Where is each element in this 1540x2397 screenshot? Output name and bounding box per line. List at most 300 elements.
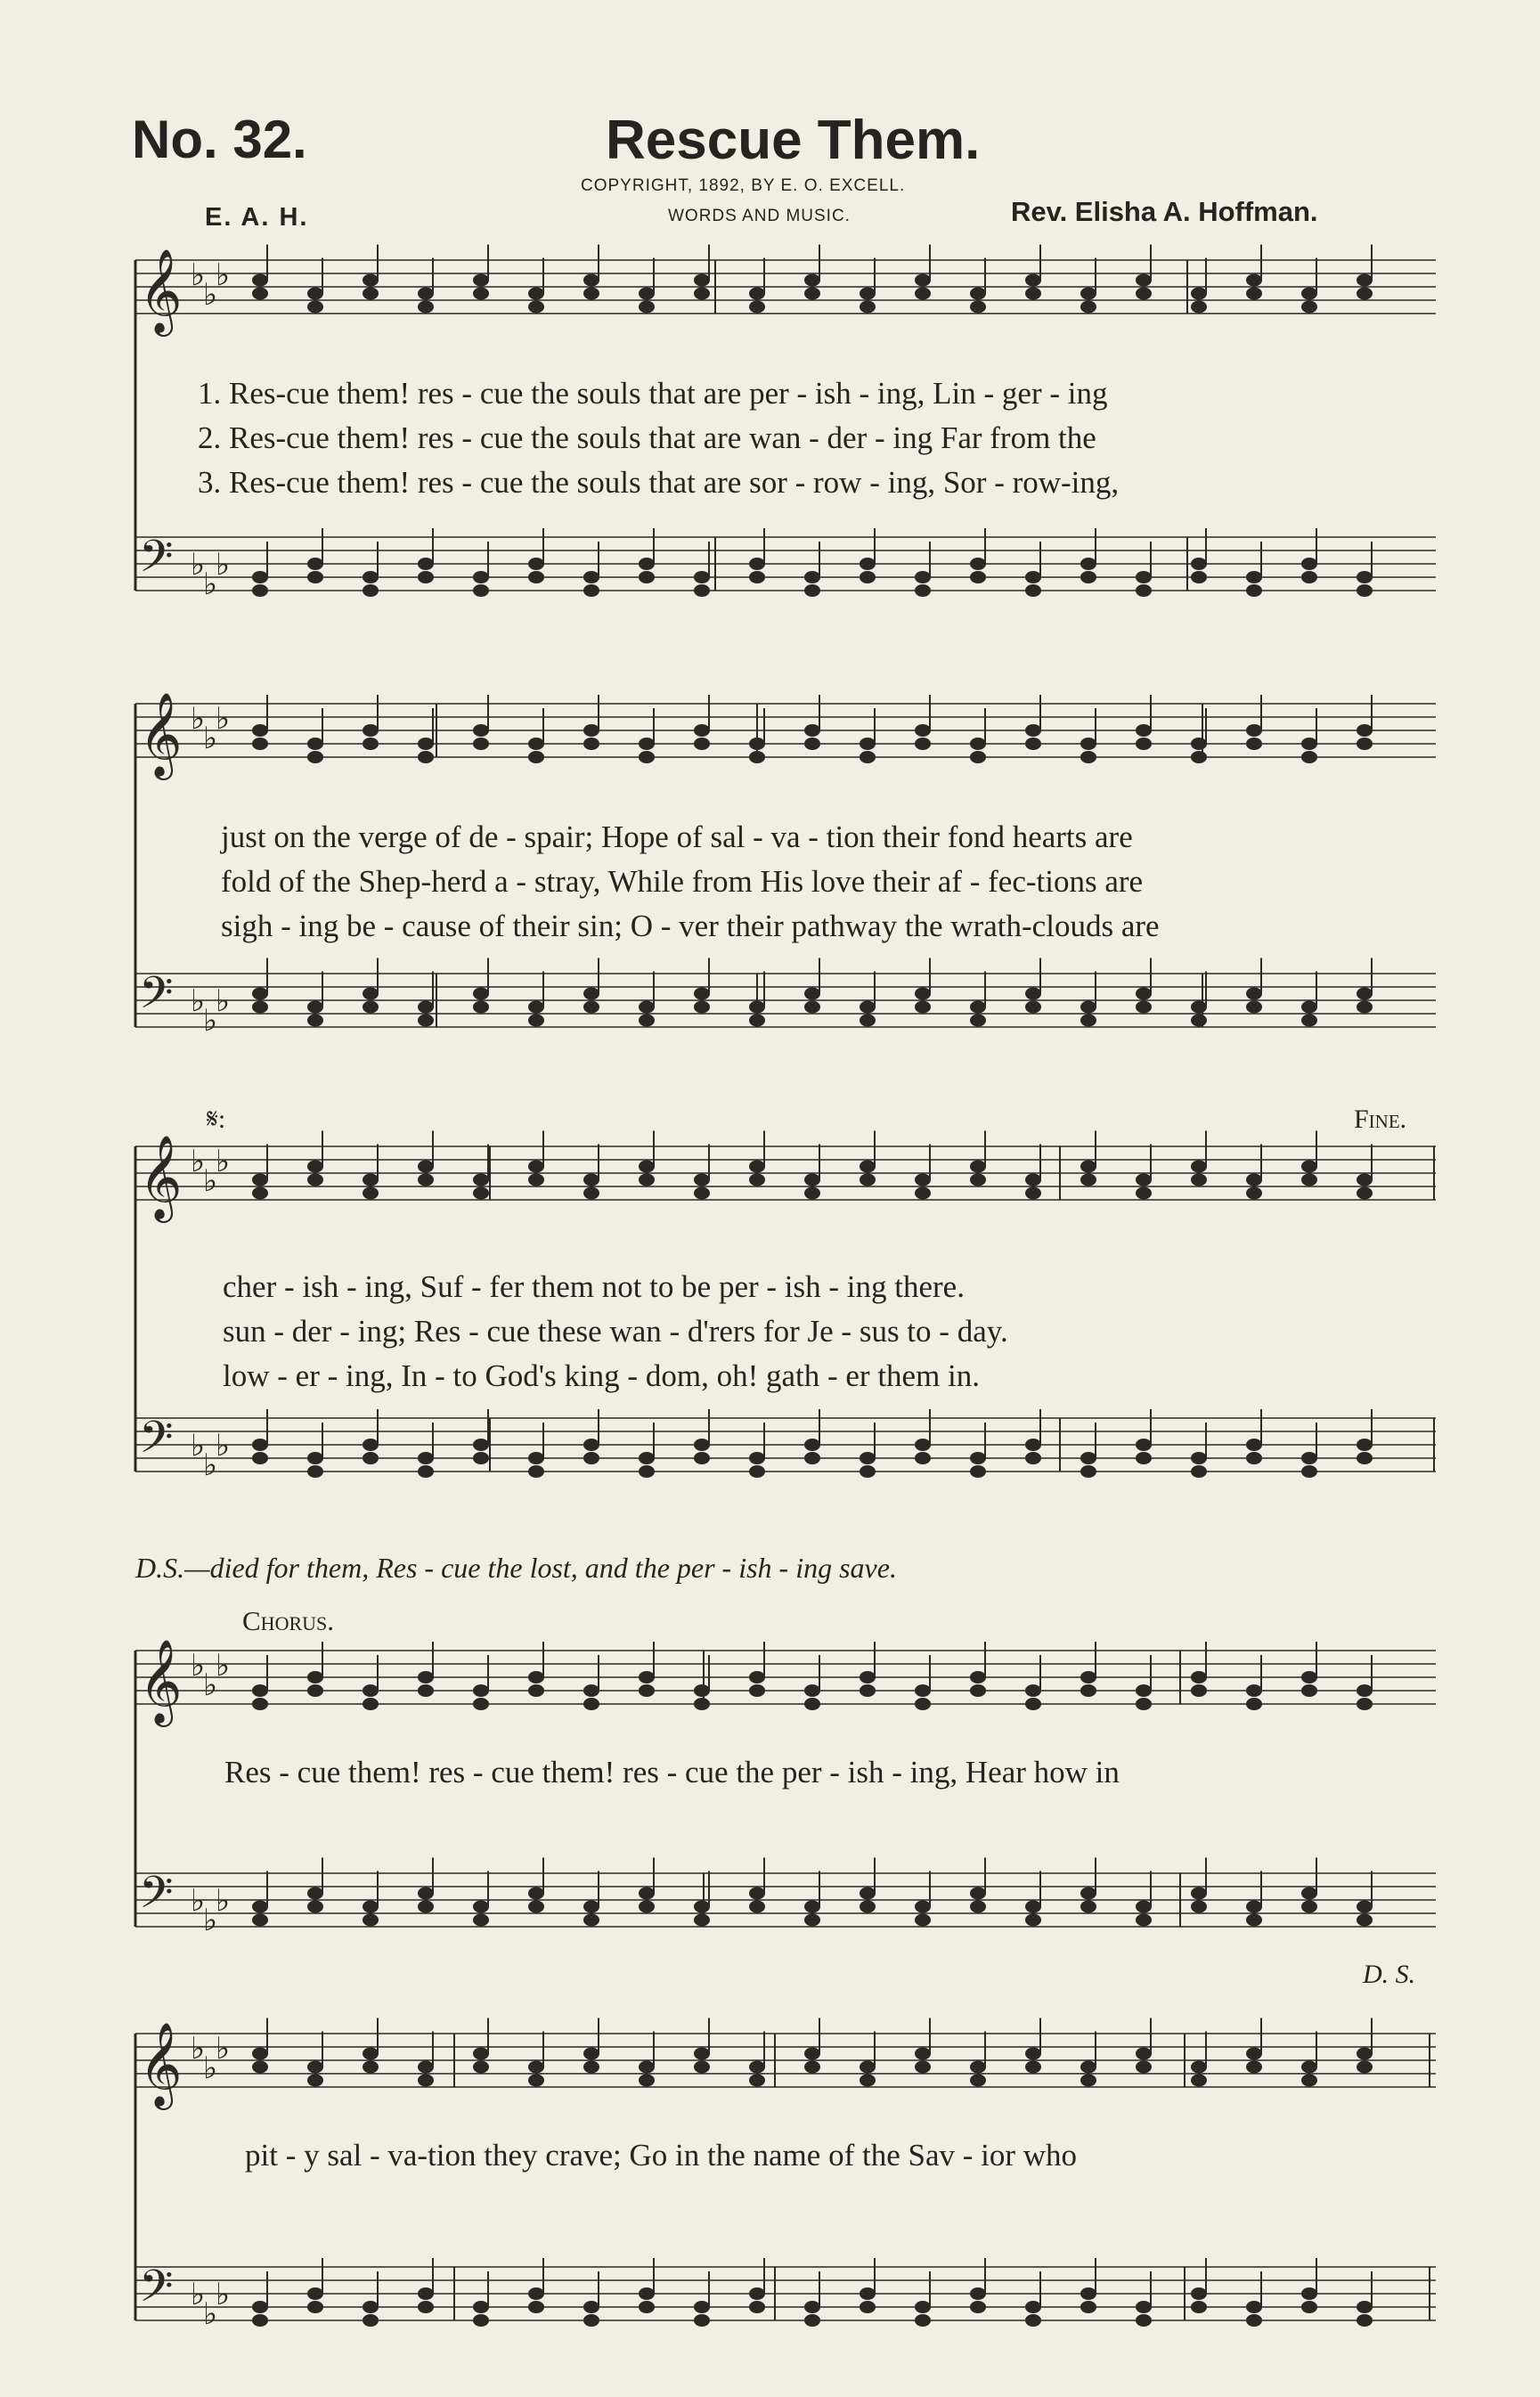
note-head — [473, 584, 489, 597]
note-head — [1246, 1001, 1262, 1014]
note-head — [307, 738, 323, 750]
flat-icon: ♭ — [216, 2277, 231, 2312]
note-head — [418, 1452, 434, 1464]
note-head — [1080, 1174, 1096, 1186]
note-head — [583, 1174, 599, 1186]
note-head — [1357, 1452, 1373, 1464]
note-head — [915, 274, 931, 287]
note-head — [804, 2048, 820, 2060]
note-head — [860, 1465, 876, 1478]
note-head — [363, 288, 379, 300]
note-head — [363, 2301, 379, 2313]
note-head — [1357, 1901, 1373, 1913]
flat-icon: ♭ — [203, 1447, 218, 1483]
treble-clef-icon: 𝄞 — [139, 249, 183, 333]
note-head — [307, 571, 323, 583]
note-head — [473, 2301, 489, 2313]
note-head — [252, 1174, 268, 1186]
note-head — [363, 584, 379, 597]
note-head — [1136, 1439, 1152, 1451]
note-head — [1357, 2314, 1373, 2327]
note-head — [1136, 988, 1152, 1000]
flat-icon: ♭ — [216, 1144, 231, 1179]
note-head — [1301, 1887, 1317, 1900]
note-head — [583, 1684, 599, 1697]
note-head — [418, 1671, 434, 1684]
bass-clef-icon: 𝄢 — [139, 1412, 174, 1474]
lyric-chorus-line1: Res - cue them! res - cue them! res - cue the per - ish - ing, Hear how in — [224, 1755, 1120, 1790]
note-head — [1080, 2061, 1096, 2074]
note-head — [473, 2061, 489, 2074]
note-head — [1136, 2048, 1152, 2060]
note-head — [252, 1452, 268, 1464]
note-head — [639, 1465, 655, 1478]
note-head — [363, 274, 379, 287]
note-head — [583, 724, 599, 737]
note-head — [473, 738, 489, 750]
note-head — [639, 558, 655, 570]
note-head — [1191, 2061, 1207, 2074]
note-head — [804, 1187, 820, 1200]
note-head — [1357, 288, 1373, 300]
note-head — [860, 1684, 876, 1697]
note-head — [583, 738, 599, 750]
note-head — [363, 571, 379, 583]
note-head — [1301, 738, 1317, 750]
note-head — [1191, 738, 1207, 750]
note-head — [1246, 1452, 1262, 1464]
note-head — [473, 2314, 489, 2327]
note-head — [694, 2048, 710, 2060]
note-head — [528, 1684, 544, 1697]
note-head — [418, 1001, 434, 1014]
note-head — [473, 288, 489, 300]
note-head — [363, 1439, 379, 1451]
note-head — [1357, 724, 1373, 737]
note-head — [749, 1015, 765, 1027]
note-head — [860, 1001, 876, 1014]
note-head — [473, 274, 489, 287]
note-head — [860, 288, 876, 300]
note-head — [418, 1174, 434, 1186]
note-head — [1025, 724, 1041, 737]
copyright-line: COPYRIGHT, 1892, BY E. O. EXCELL. — [581, 176, 906, 195]
note-head — [473, 1684, 489, 1697]
note-head — [1357, 584, 1373, 597]
note-head — [473, 571, 489, 583]
note-head — [970, 1671, 986, 1684]
note-head — [1191, 1465, 1207, 1478]
note-head — [307, 1901, 323, 1913]
note-head — [860, 2061, 876, 2074]
note-head — [252, 2048, 268, 2060]
note-head — [473, 1698, 489, 1710]
note-head — [860, 1901, 876, 1913]
note-head — [418, 301, 434, 314]
note-head — [970, 1015, 986, 1027]
note-head — [583, 2061, 599, 2074]
lyric-verse2-line3: sun - der - ing; Res - cue these wan - d'rers for Je - sus to - day. — [223, 1314, 1008, 1349]
note-head — [1191, 1015, 1207, 1027]
note-head — [1025, 288, 1041, 300]
note-head — [1301, 2301, 1317, 2313]
note-head — [1301, 2061, 1317, 2074]
note-head — [473, 1901, 489, 1913]
note-head — [1191, 301, 1207, 314]
note-head — [1301, 1015, 1317, 1027]
note-head — [1246, 1684, 1262, 1697]
note-head — [1080, 288, 1096, 300]
note-head — [915, 571, 931, 583]
note-head — [860, 571, 876, 583]
note-head — [639, 751, 655, 763]
note-head — [970, 571, 986, 583]
note-head — [970, 1174, 986, 1186]
note-head — [915, 1901, 931, 1913]
note-head — [307, 1001, 323, 1014]
note-head — [307, 1452, 323, 1464]
note-head — [1357, 571, 1373, 583]
note-head — [1136, 1187, 1152, 1200]
note-head — [528, 1001, 544, 1014]
note-head — [252, 1901, 268, 1913]
note-head — [1191, 2287, 1207, 2300]
note-head — [528, 301, 544, 314]
note-head — [860, 751, 876, 763]
note-head — [583, 571, 599, 583]
note-head — [1191, 288, 1207, 300]
note-head — [1357, 1174, 1373, 1186]
note-head — [860, 1452, 876, 1464]
note-head — [307, 1015, 323, 1027]
note-head — [915, 1452, 931, 1464]
note-head — [252, 1914, 268, 1927]
fine-marking: Fine. — [1354, 1105, 1407, 1134]
note-head — [1357, 1187, 1373, 1200]
note-head — [1136, 274, 1152, 287]
note-head — [970, 1684, 986, 1697]
note-head — [970, 301, 986, 314]
note-head — [970, 2075, 986, 2087]
note-head — [1080, 1671, 1096, 1684]
note-head — [363, 1174, 379, 1186]
note-head — [418, 2061, 434, 2074]
note-head — [749, 288, 765, 300]
note-head — [1080, 738, 1096, 750]
lyric-chorus-line2: pit - y sal - va-tion they crave; Go in the name of the Sav - ior who — [245, 2138, 1078, 2173]
note-head — [639, 1001, 655, 1014]
note-head — [639, 301, 655, 314]
note-head — [860, 2075, 876, 2087]
note-head — [363, 724, 379, 737]
note-head — [749, 751, 765, 763]
note-head — [1136, 1452, 1152, 1464]
note-head — [363, 738, 379, 750]
note-head — [1080, 751, 1096, 763]
treble-clef-icon: 𝄞 — [139, 2022, 183, 2107]
note-head — [804, 274, 820, 287]
note-head — [473, 1439, 489, 1451]
note-head — [639, 1887, 655, 1900]
note-head — [749, 1465, 765, 1478]
note-head — [1136, 2061, 1152, 2074]
note-head — [860, 1015, 876, 1027]
note-head — [1025, 2301, 1041, 2313]
note-head — [528, 1174, 544, 1186]
note-head — [418, 1161, 434, 1173]
note-head — [1246, 2061, 1262, 2074]
note-head — [970, 1465, 986, 1478]
note-head — [252, 724, 268, 737]
note-head — [1191, 2301, 1207, 2313]
note-head — [639, 571, 655, 583]
note-head — [528, 2061, 544, 2074]
note-head — [804, 1174, 820, 1186]
note-head — [307, 1671, 323, 1684]
flat-icon: ♭ — [216, 1883, 231, 1919]
note-head — [749, 571, 765, 583]
note-head — [363, 1452, 379, 1464]
note-head — [528, 1452, 544, 1464]
note-head — [307, 1684, 323, 1697]
lyric-verse1-line1: 1. Res-cue them! res - cue the souls that are per - ish - ing, Lin - ger - ing — [198, 376, 1108, 411]
lyric-verse3-line2: sigh - ing be - cause of their sin; O - ver their pathway the wrath-clouds are — [221, 909, 1160, 943]
flat-icon: ♭ — [191, 1883, 206, 1919]
note-head — [1301, 1671, 1317, 1684]
note-head — [1025, 2048, 1041, 2060]
note-head — [363, 1001, 379, 1014]
note-head — [1136, 1174, 1152, 1186]
note-head — [1246, 1901, 1262, 1913]
note-head — [363, 2314, 379, 2327]
lyric-verse1-line3: cher - ish - ing, Suf - fer them not to be per - ish - ing there. — [223, 1269, 965, 1304]
note-head — [418, 1887, 434, 1900]
note-head — [970, 1887, 986, 1900]
note-head — [915, 1187, 931, 1200]
copyright-scope: WORDS AND MUSIC. — [668, 207, 851, 225]
note-head — [970, 751, 986, 763]
hymn-title: Rescue Them. — [606, 110, 981, 171]
note-head — [252, 1001, 268, 1014]
flat-icon: ♭ — [203, 1003, 218, 1039]
note-head — [694, 1452, 710, 1464]
note-head — [583, 1901, 599, 1913]
flat-icon: ♭ — [203, 721, 218, 756]
note-head — [1246, 1914, 1262, 1927]
note-head — [528, 1901, 544, 1913]
note-head — [804, 1914, 820, 1927]
note-head — [749, 2287, 765, 2300]
note-head — [528, 571, 544, 583]
note-head — [1025, 274, 1041, 287]
note-head — [639, 1161, 655, 1173]
treble-clef-icon: 𝄞 — [139, 1639, 183, 1724]
treble-clef-icon: 𝄞 — [139, 1135, 183, 1219]
note-head — [528, 1015, 544, 1027]
note-head — [1246, 274, 1262, 287]
note-head — [1301, 1684, 1317, 1697]
note-head — [307, 1465, 323, 1478]
note-head — [418, 558, 434, 570]
note-head — [1080, 1684, 1096, 1697]
note-head — [970, 2301, 986, 2313]
note-head — [639, 2061, 655, 2074]
note-head — [1191, 2075, 1207, 2087]
note-head — [1301, 2287, 1317, 2300]
note-head — [252, 571, 268, 583]
note-head — [1246, 1439, 1262, 1451]
note-head — [1025, 1684, 1041, 1697]
note-head — [970, 738, 986, 750]
note-head — [694, 738, 710, 750]
note-head — [583, 1187, 599, 1200]
note-head — [473, 1452, 489, 1464]
note-head — [307, 751, 323, 763]
note-head — [418, 2287, 434, 2300]
note-head — [1357, 1684, 1373, 1697]
note-head — [1246, 724, 1262, 737]
flat-icon: ♭ — [191, 701, 206, 737]
note-head — [749, 558, 765, 570]
note-head — [694, 2061, 710, 2074]
note-head — [970, 2061, 986, 2074]
note-head — [473, 2048, 489, 2060]
ds-text-line: D.S.—died for them, Res - cue the lost, and the per - ish - ing save. — [135, 1552, 897, 1584]
note-head — [363, 1187, 379, 1200]
note-head — [1025, 1001, 1041, 1014]
note-head — [749, 1174, 765, 1186]
note-head — [363, 2061, 379, 2074]
note-head — [1025, 584, 1041, 597]
note-head — [694, 2301, 710, 2313]
note-head — [252, 274, 268, 287]
note-head — [1191, 751, 1207, 763]
note-head — [1357, 738, 1373, 750]
note-head — [1136, 584, 1152, 597]
note-head — [418, 288, 434, 300]
note-head — [1080, 558, 1096, 570]
note-head — [694, 1698, 710, 1710]
note-head — [639, 1015, 655, 1027]
note-head — [1246, 1174, 1262, 1186]
note-head — [804, 571, 820, 583]
note-head — [1025, 1914, 1041, 1927]
flat-icon: ♭ — [191, 983, 206, 1019]
note-head — [528, 288, 544, 300]
note-head — [1191, 1001, 1207, 1014]
note-head — [860, 2287, 876, 2300]
note-head — [1246, 738, 1262, 750]
note-head — [860, 1887, 876, 1900]
note-head — [528, 2301, 544, 2313]
note-head — [915, 724, 931, 737]
note-head — [694, 1901, 710, 1913]
note-head — [804, 2061, 820, 2074]
note-head — [1301, 1174, 1317, 1186]
note-head — [1136, 724, 1152, 737]
note-head — [804, 2301, 820, 2313]
note-head — [528, 1671, 544, 1684]
note-head — [1080, 1001, 1096, 1014]
note-head — [749, 738, 765, 750]
note-head — [1191, 1452, 1207, 1464]
note-head — [1246, 2314, 1262, 2327]
note-head — [583, 1914, 599, 1927]
note-head — [1080, 571, 1096, 583]
note-head — [1301, 1901, 1317, 1913]
treble-clef-icon: 𝄞 — [139, 692, 183, 777]
note-head — [1301, 1465, 1317, 1478]
note-head — [970, 558, 986, 570]
note-head — [694, 288, 710, 300]
note-head — [694, 1187, 710, 1200]
note-head — [583, 584, 599, 597]
note-head — [1025, 1452, 1041, 1464]
note-head — [639, 1671, 655, 1684]
note-head — [1191, 1161, 1207, 1173]
note-head — [804, 1698, 820, 1710]
note-head — [307, 558, 323, 570]
note-head — [804, 1684, 820, 1697]
note-head — [1080, 1161, 1096, 1173]
note-head — [583, 1001, 599, 1014]
note-head — [694, 1439, 710, 1451]
note-head — [252, 288, 268, 300]
note-head — [418, 751, 434, 763]
flat-icon: ♭ — [191, 1428, 206, 1463]
note-head — [473, 1914, 489, 1927]
note-head — [860, 301, 876, 314]
note-head — [804, 288, 820, 300]
note-head — [252, 584, 268, 597]
note-head — [915, 1914, 931, 1927]
note-head — [1301, 2075, 1317, 2087]
note-head — [307, 1174, 323, 1186]
note-head — [1357, 274, 1373, 287]
note-head — [1246, 584, 1262, 597]
note-head — [1080, 1452, 1096, 1464]
flat-icon: ♭ — [191, 2277, 206, 2312]
note-head — [473, 1187, 489, 1200]
note-head — [1136, 1901, 1152, 1913]
note-head — [1080, 2301, 1096, 2313]
note-head — [252, 2061, 268, 2074]
lyric-verse2-line1: 2. Res-cue them! res - cue the souls that are wan - der - ing Far from the — [198, 420, 1096, 455]
note-head — [252, 2301, 268, 2313]
note-head — [860, 2301, 876, 2313]
note-head — [749, 1671, 765, 1684]
note-head — [749, 301, 765, 314]
note-head — [694, 2314, 710, 2327]
note-head — [915, 2314, 931, 2327]
note-head — [1136, 2301, 1152, 2313]
note-head — [639, 1901, 655, 1913]
note-head — [1136, 288, 1152, 300]
note-head — [1246, 2048, 1262, 2060]
flat-icon: ♭ — [203, 277, 218, 313]
note-head — [1357, 2061, 1373, 2074]
note-head — [694, 988, 710, 1000]
note-head — [528, 738, 544, 750]
bass-clef-icon: 𝄢 — [139, 1867, 174, 1929]
note-head — [1357, 1439, 1373, 1451]
note-head — [1191, 1671, 1207, 1684]
flat-icon: ♭ — [203, 1667, 218, 1703]
note-head — [1191, 1887, 1207, 1900]
note-head — [1025, 1439, 1041, 1451]
flat-icon: ♭ — [191, 547, 206, 583]
note-head — [1191, 571, 1207, 583]
